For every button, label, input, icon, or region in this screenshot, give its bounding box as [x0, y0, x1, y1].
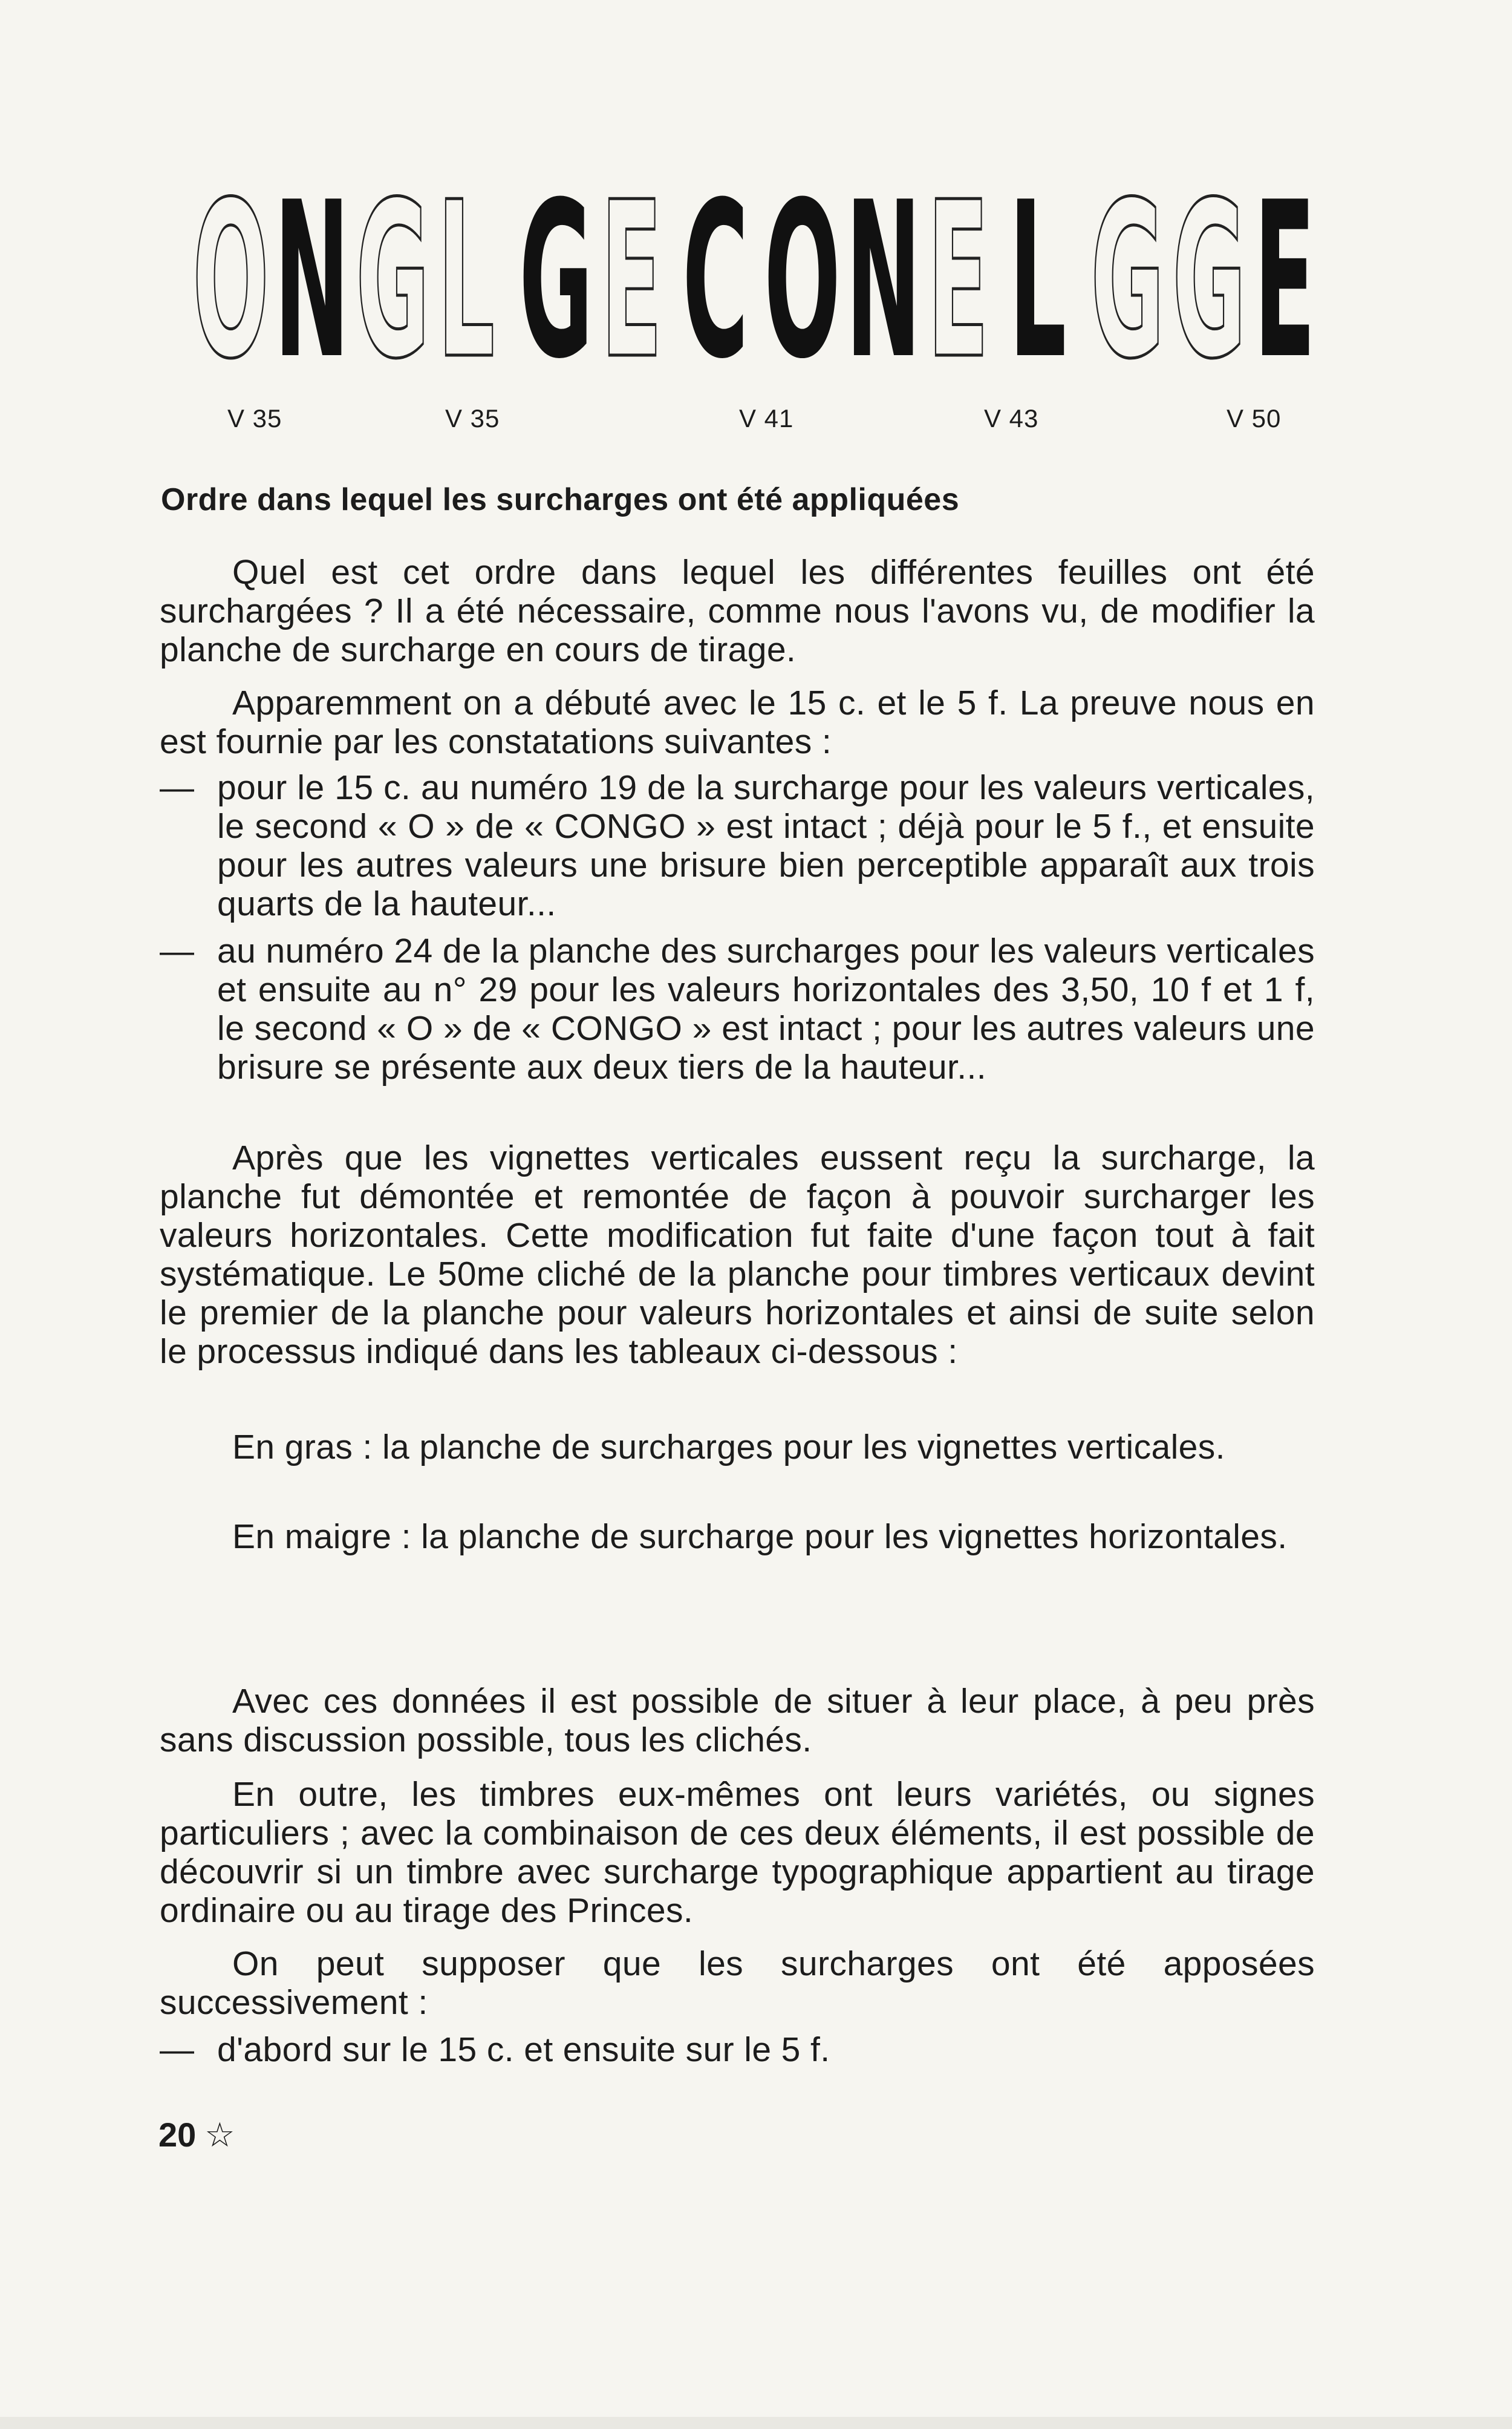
page-number — [158, 2115, 235, 2155]
overprint-letter: E — [927, 155, 989, 406]
overprint-letter: N — [846, 155, 922, 406]
variety-label: V 35 — [227, 404, 282, 433]
overprint-letter: E — [1254, 155, 1316, 406]
paragraph: Quel est cet ordre dans lequel les différentes feuilles ont été surchargées ? Il a été nécessaire, comme nous l'avons vu, de modifier la planche de surcharge en cours de tirage. — [160, 553, 1315, 669]
list-item-text: d'abord sur le 15 c. et ensuite sur le 5 f. — [217, 2030, 830, 2069]
overprint-letter: L — [437, 155, 495, 406]
dash-list-item — [160, 768, 1315, 923]
paragraph: En outre, les timbres eux-mêmes ont leurs variétés, ou signes particuliers ; avec la combinaison de ces deux éléments, il est possible de découvrir si un timbre avec surcharge typographique appartient au tirage ordinaire ou au tirage des Princes. — [160, 1775, 1315, 1930]
overprint-letter: G — [1090, 155, 1165, 406]
overprint-letter: L — [1009, 155, 1067, 406]
variety-label: V 41 — [739, 404, 794, 433]
paragraph: Après que les vignettes verticales eussent reçu la surcharge, la planche fut démontée et remontée de façon à pouvoir surcharger les valeurs horizontales. Cette modification fut faite d'une façon tout à fait systématique. Le 50me cliché de la planche pour timbres verticaux devint le premier de la planche pour valeurs horizontales et ainsi de suite selon le processus indiqué dans les tableaux ci-dessous : — [160, 1139, 1315, 1371]
overprint-letter: O — [764, 155, 841, 406]
variety-label: V 35 — [445, 404, 500, 433]
star-icon: ☆ — [204, 2116, 235, 2154]
dash-mark: — — [160, 768, 195, 807]
dash-list-item — [160, 2030, 1315, 2069]
list-item-text: au numéro 24 de la planche des surcharges pour les valeurs verticales et ensuite au n° 29 pour les valeurs horizontales des 3,50, 10 f et 1 f, le second « O » de « CONGO » est intact ; pour les autres valeurs une brisure se présente aux deux tiers de la hauteur... — [217, 932, 1315, 1087]
dash-mark: — — [160, 932, 195, 970]
paragraph: Apparemment on a débuté avec le 15 c. et le 5 f. La preuve nous en est fournie par les constatations suivantes : — [160, 684, 1315, 761]
variety-label: V 50 — [1227, 404, 1282, 433]
list-item-text: pour le 15 c. au numéro 19 de la surcharge pour les valeurs verticales, le second « O » de « CONGO » est intact ; déjà pour le 5 f., et ensuite pour les autres valeurs une brisure bien perceptible apparaît aux trois quarts de la hauteur... — [217, 768, 1315, 923]
overprint-letter: G — [356, 155, 430, 406]
dash-list-item — [160, 932, 1315, 1087]
paragraph: Avec ces données il est possible de situer à leur place, à peu près sans discussion possible, tous les clichés. — [160, 1682, 1315, 1759]
variety-label: V 43 — [984, 404, 1039, 433]
page-number-value: 20 — [158, 2116, 197, 2154]
variety-labels — [0, 404, 1512, 440]
paragraph: On peut supposer que les surcharges ont été apposées successivement : — [160, 1944, 1315, 2022]
paragraph: En gras : la planche de surcharges pour les vignettes verticales. — [232, 1428, 1225, 1466]
overprint-letter: E — [601, 155, 663, 406]
overprint-letter: O — [192, 155, 270, 406]
section-heading: Ordre dans lequel les surcharges ont été appliquées — [161, 482, 960, 517]
overprint-letter: N — [274, 155, 350, 406]
overprint-letter: G — [519, 155, 593, 406]
overprint-letter: G — [1172, 155, 1246, 406]
page-edge — [0, 2417, 1512, 2429]
overprint-letter: C — [682, 155, 749, 406]
overprint-varieties-illustration — [171, 155, 1316, 406]
dash-mark: — — [160, 2030, 195, 2069]
paragraph: En maigre : la planche de surcharge pour les vignettes horizontales. — [232, 1517, 1288, 1556]
